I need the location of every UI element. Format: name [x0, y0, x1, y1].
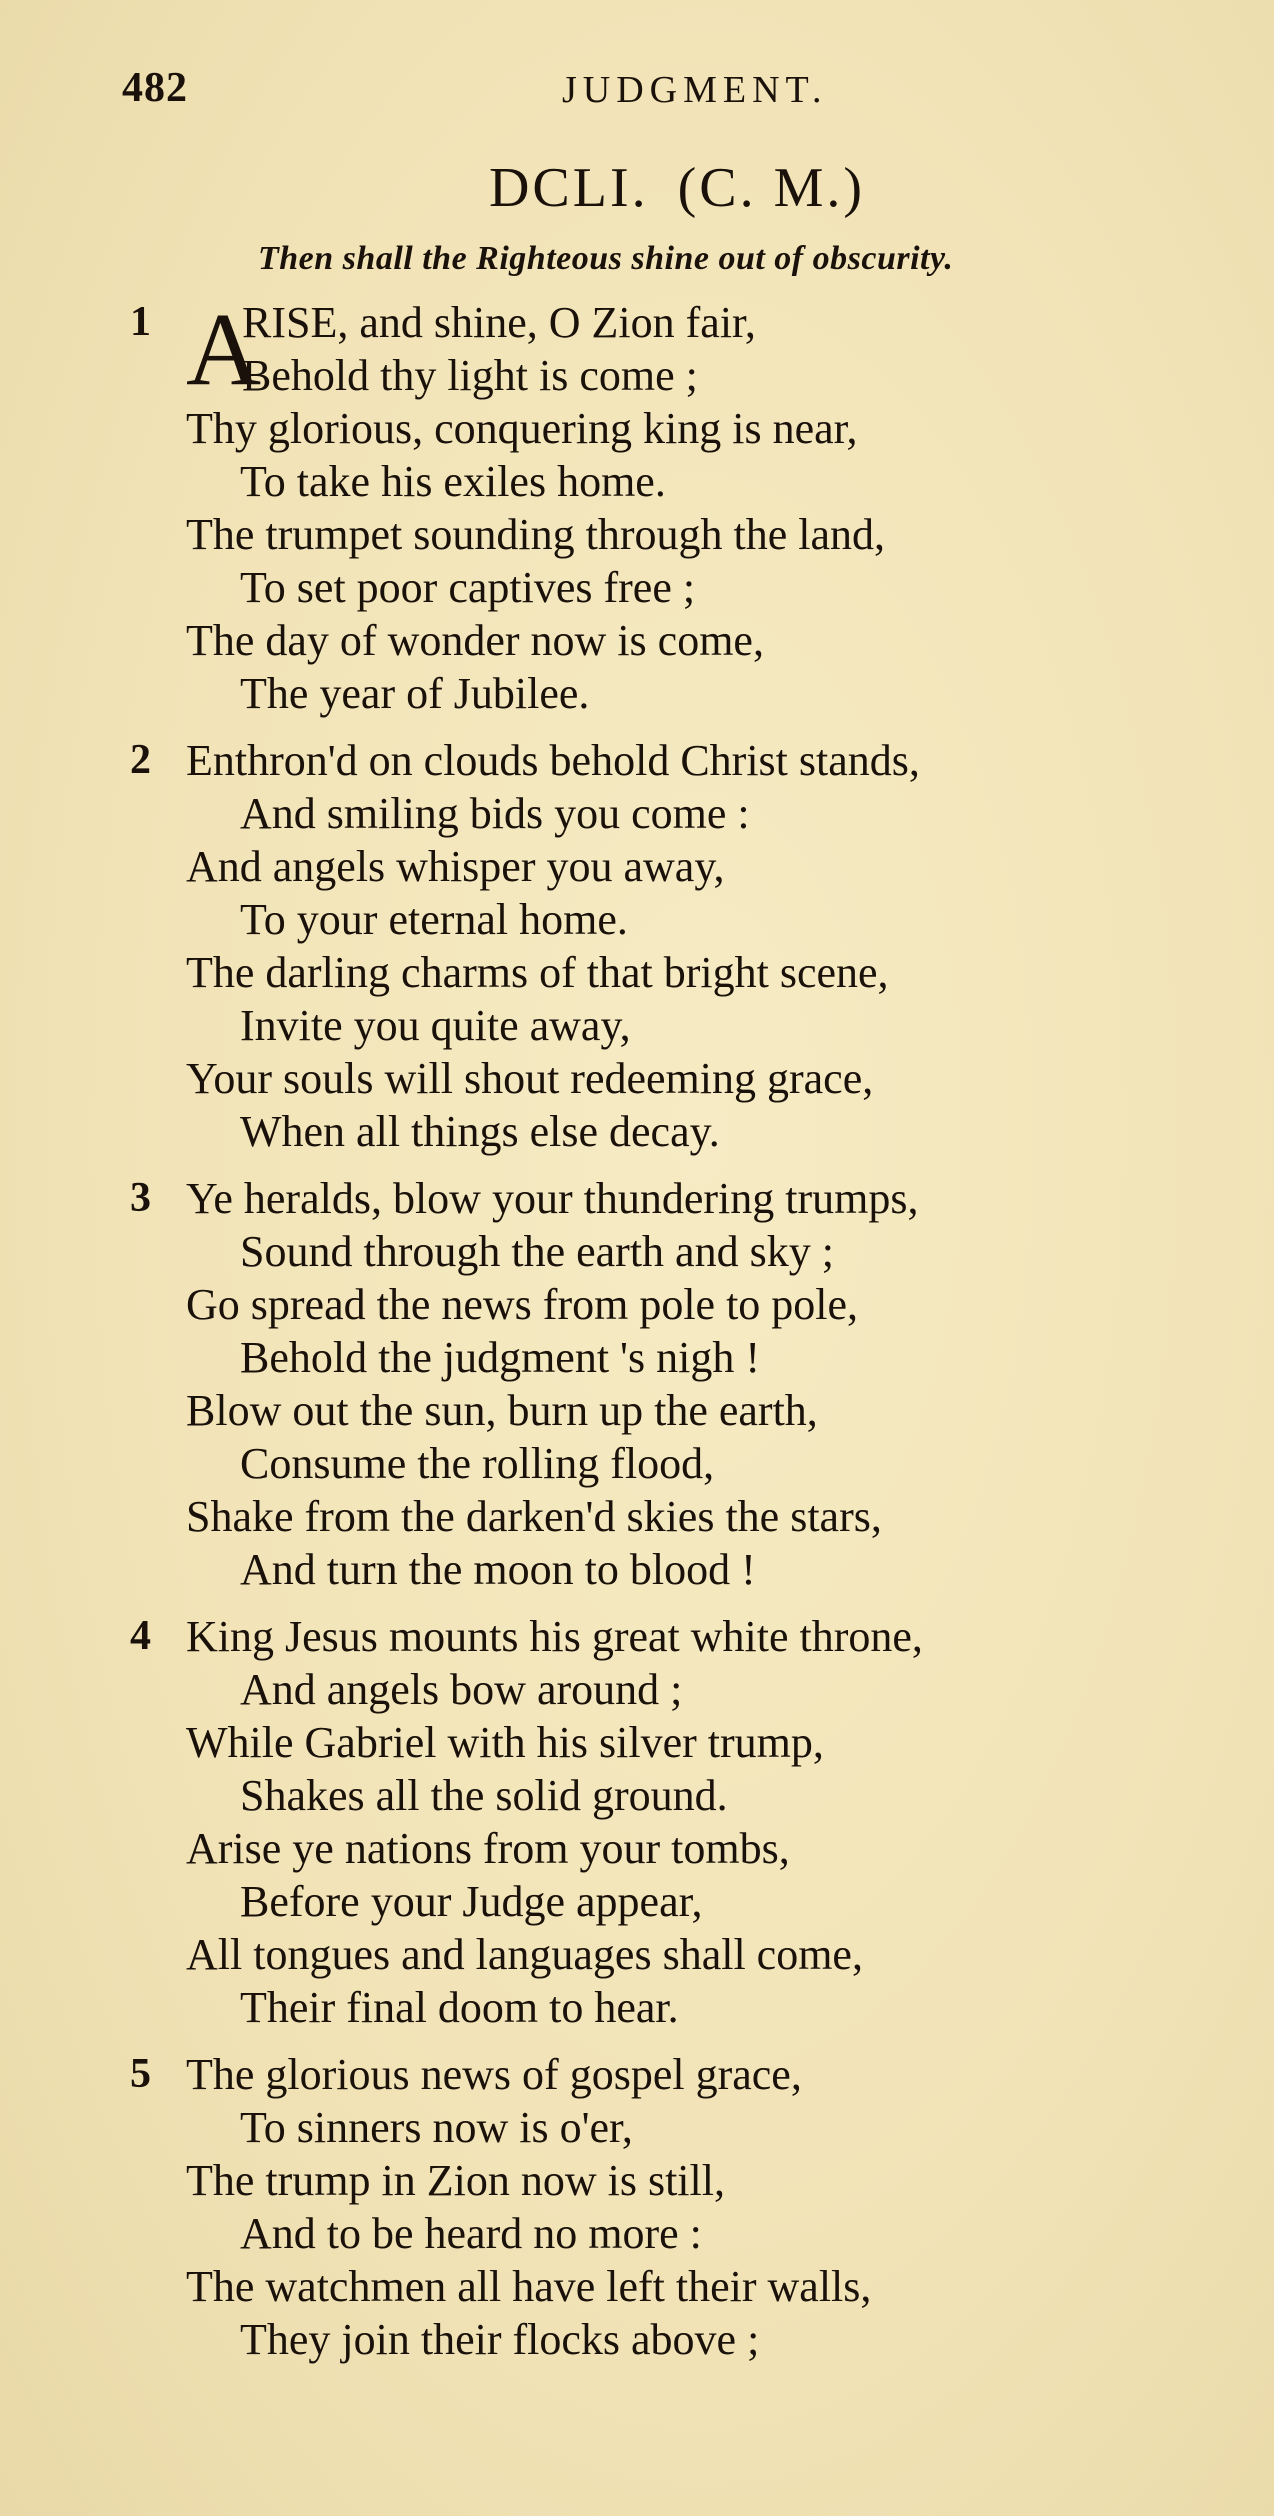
running-title: JUDGMENT.	[562, 69, 828, 111]
verse-line: Arise ye nations from your tombs,	[186, 1824, 790, 1873]
verse-line: Go spread the news from pole to pole,	[186, 1280, 859, 1329]
stanza-number: 1	[130, 299, 151, 345]
verse-line: And angels whisper you away,	[186, 842, 725, 891]
verse-line: To your eternal home.	[240, 895, 628, 944]
verse-line: Their final doom to hear.	[240, 1983, 679, 2032]
verse-line: To sinners now is o'er,	[240, 2103, 633, 2152]
verse-line: Enthron'd on clouds behold Christ stands,	[186, 736, 920, 785]
verse-line: Blow out the sun, burn up the earth,	[186, 1386, 818, 1435]
verse-line: Consume the rolling flood,	[240, 1439, 715, 1488]
hymn-heading	[0, 156, 1274, 220]
page-number: 482	[122, 65, 188, 111]
verse-line: The day of wonder now is come,	[186, 616, 764, 665]
verse-line: The glorious news of gospel grace,	[186, 2050, 802, 2099]
stanza-1	[130, 292, 1210, 720]
verse-line: Sound through the earth and sky ;	[240, 1227, 834, 1276]
verse-line: Invite you quite away,	[240, 1001, 631, 1050]
verse-line: The darling charms of that bright scene,	[186, 948, 889, 997]
hymn-number: DCLI.	[488, 157, 649, 219]
stanza-2	[130, 734, 1210, 1158]
stanza-number: 4	[130, 1613, 151, 1659]
stanza-number: 2	[130, 737, 151, 783]
verse-line: To take his exiles home.	[240, 457, 666, 506]
stanza-4	[130, 1610, 1210, 2034]
verse-line: And to be heard no more :	[240, 2209, 702, 2258]
verse-line: Ye heralds, blow your thundering trumps,	[186, 1174, 919, 1223]
stanza-5	[130, 2048, 1210, 2366]
verse-line: Shakes all the solid ground.	[240, 1771, 728, 1820]
stanza-number: 3	[130, 1175, 151, 1221]
verse-line: The watchmen all have left their walls,	[186, 2262, 872, 2311]
verse-line: The year of Jubilee.	[240, 669, 590, 718]
stanza-list	[130, 292, 1210, 2366]
verse-line: All tongues and languages shall come,	[186, 1930, 863, 1979]
verse-line: Thy glorious, conquering king is near,	[186, 404, 858, 453]
verse-line: The trumpet sounding through the land,	[186, 510, 885, 559]
running-head	[122, 64, 1182, 124]
verse-line: King Jesus mounts his great white throne,	[186, 1612, 923, 1661]
verse-line: And smiling bids you come :	[240, 789, 750, 838]
stanza-number: 5	[130, 2051, 151, 2097]
stanza-3	[130, 1172, 1210, 1596]
verse-line: They join their flocks above ;	[240, 2315, 760, 2364]
verse-line: Your souls will shout redeeming grace,	[186, 1054, 874, 1103]
verse-line: Behold the judgment 's nigh !	[240, 1333, 760, 1382]
verse-line: The trump in Zion now is still,	[186, 2156, 725, 2205]
verse-line: While Gabriel with his silver trump,	[186, 1718, 824, 1767]
hymn-epigraph: Then shall the Righteous shine out of obscurity.	[258, 240, 954, 277]
verse-line: Before your Judge appear,	[240, 1877, 703, 1926]
verse-line: Shake from the darken'd skies the stars,	[186, 1492, 882, 1541]
verse-line: And turn the moon to blood !	[240, 1545, 756, 1594]
verse-line: And angels bow around ;	[240, 1665, 683, 1714]
verse-line: To set poor captives free ;	[240, 563, 696, 612]
verse-line: Behold thy light is come ;	[242, 351, 698, 400]
hymn-meter: (C. M.)	[677, 157, 866, 219]
drop-cap: A	[186, 292, 262, 407]
verse-line: When all things else decay.	[240, 1107, 720, 1156]
verse-line-text: RISE, and shine, O Zion fair,	[242, 298, 756, 347]
